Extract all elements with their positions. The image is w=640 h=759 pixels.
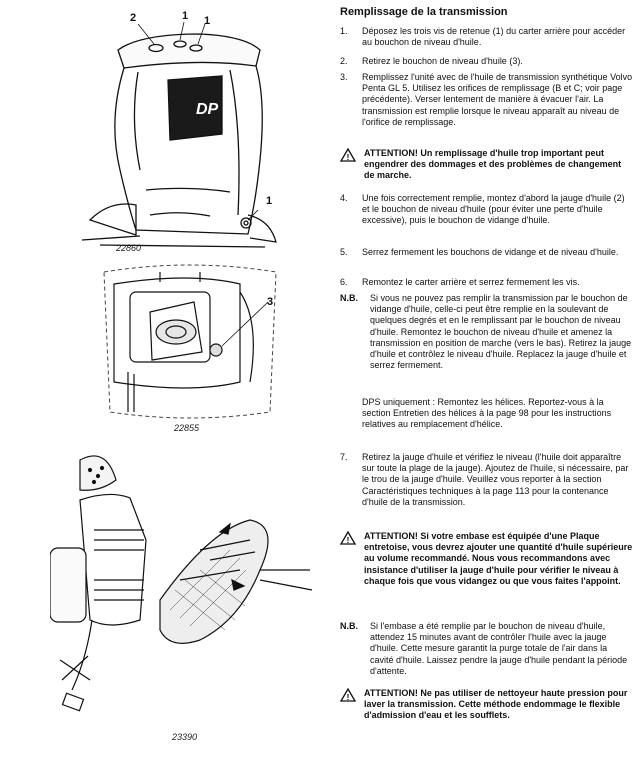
step-4	[340, 193, 634, 239]
instructions-column	[340, 0, 634, 759]
callout-screw-1: 1	[182, 10, 189, 22]
warning-pressure-washer	[340, 688, 634, 736]
step-text: Retirez la jauge d'huile et vérifiez le niveau (l'huile doit apparaître sur toute la plage de la jauge). Ajoutez de l'huile, si nécessaire, par le trou de la jauge d'huile. Veuillez vous reporter à la section Caractéristiques techniques à la page 113 pour la contenance d'huile de la transmission.	[362, 452, 629, 507]
step-number: 5.	[340, 247, 348, 257]
dipstick-illustration	[50, 440, 320, 730]
step-number: 1.	[340, 26, 348, 36]
svg-text:!: !	[346, 153, 350, 162]
warning-text: ATTENTION! Ne pas utiliser de nettoyeur haute pression pour laver la transmission. Cette méthode endommage le flexible d'admission d'eau et les soufflets.	[364, 688, 628, 721]
note-label: N.B.	[340, 293, 358, 303]
step-number: 2.	[340, 56, 348, 66]
callout-level-plug: 3	[267, 296, 274, 308]
step-text: Déposez les trois vis de retenue (1) du carter arrière pour accéder au bouchon de niveau d'huile.	[362, 26, 626, 48]
note-1	[340, 293, 634, 393]
step-6	[340, 277, 634, 289]
figure-number-3: 23390	[172, 732, 198, 742]
warning-triangle-icon	[340, 531, 356, 545]
step-text: Une fois correctement remplie, montez d'abord la jauge d'huile (2) et le bouchon de niveau d'huile (pour éviter une perte d'huile excessive), puis le bouchon de vidange d'huile.	[362, 193, 625, 226]
step-text: Remplissez l'unité avec de l'huile de transmission synthétique Volvo Penta GL 5. Utilisez les orifices de remplissage (B et C; voir page précédente). Verser lentement de manière à évacuer l'air. La transmission est remplie lorsque le niveau apparaît au niveau de l'orifice de remplissage.	[362, 72, 633, 127]
drive-logo-text: DP	[196, 101, 219, 118]
step-text: Remontez le carter arrière et serrez fermement les vis.	[362, 277, 580, 287]
note-label: N.B.	[340, 621, 358, 631]
warning-triangle-icon	[340, 148, 356, 162]
warning-spacer-plate	[340, 531, 634, 613]
note-text: Si l'embase a été remplie par le bouchon de niveau d'huile, attendez 15 minutes avant de contrôler l'huile avec la jauge d'huile. Cette mesure garantit la purge totale de l'air dans la cavité d'huile. Laissez pendre la jauge d'huile pendant la période d'attente.	[370, 621, 628, 676]
warning-overfill	[340, 148, 634, 184]
warning-triangle-icon	[340, 688, 356, 702]
note-2	[340, 621, 634, 681]
svg-text:!: !	[346, 536, 350, 545]
step-text: Retirez le bouchon de niveau d'huile (3).	[362, 56, 523, 66]
callout-screw-3: 1	[266, 195, 273, 207]
step-number: 3.	[340, 72, 348, 82]
svg-text:!: !	[346, 693, 350, 702]
warning-text: ATTENTION! Un remplissage d'huile trop important peut engendrer des dommages et des problèmes de changement de marche.	[364, 148, 622, 181]
callout-screw-2: 1	[204, 15, 211, 27]
step-number: 7.	[340, 452, 348, 462]
figure-number-1: 22860	[116, 243, 142, 253]
step-5	[340, 247, 634, 271]
section-title: Remplissage de la transmission	[340, 6, 508, 18]
drive-housing-illustration	[80, 10, 280, 250]
callout-dipstick: 2	[130, 12, 137, 24]
step-7	[340, 452, 634, 524]
step-2	[340, 56, 634, 68]
step-3	[340, 72, 634, 142]
note-text: Si vous ne pouvez pas remplir la transmission par le bouchon de vidange d'huile, celle-ci peut être remplie en la soulevant de quelques degrés et en le remplissant par le bouchon de niveau d'huile. Remontez le bouchon de niveau d'huile et amenez la transmission en position de marche (vers le bas). Retirez la jauge d'huile et contrôlez le niveau d'huile. Replacez la jauge d'huile et serrez fermement.	[370, 293, 632, 371]
oil-level-plug-illustration	[90, 262, 290, 424]
step-number: 4.	[340, 193, 348, 203]
step-1	[340, 26, 634, 50]
dps-text: DPS uniquement : Remontez les hélices. Reportez-vous à la section Entretien des hélices à la page 98 pour les instructions relatives au remplacement d'hélice.	[362, 397, 612, 430]
step-text: Serrez fermement les bouchons de vidange et de niveau d'huile.	[362, 247, 619, 257]
figure-number-2: 22855	[174, 423, 200, 433]
warning-text: ATTENTION! Si votre embase est équipée d'une Plaque entretoise, vous devrez ajouter une quantité d'huile supérieure au volume recommandé. Nous vous recommandons avec insistance d'utiliser la jauge d'huile pour vérifier le niveau à chaque fois que vous vidangez ou que vous faites l'appoint.	[364, 531, 633, 586]
step-number: 6.	[340, 277, 348, 287]
dps-note	[340, 397, 634, 443]
